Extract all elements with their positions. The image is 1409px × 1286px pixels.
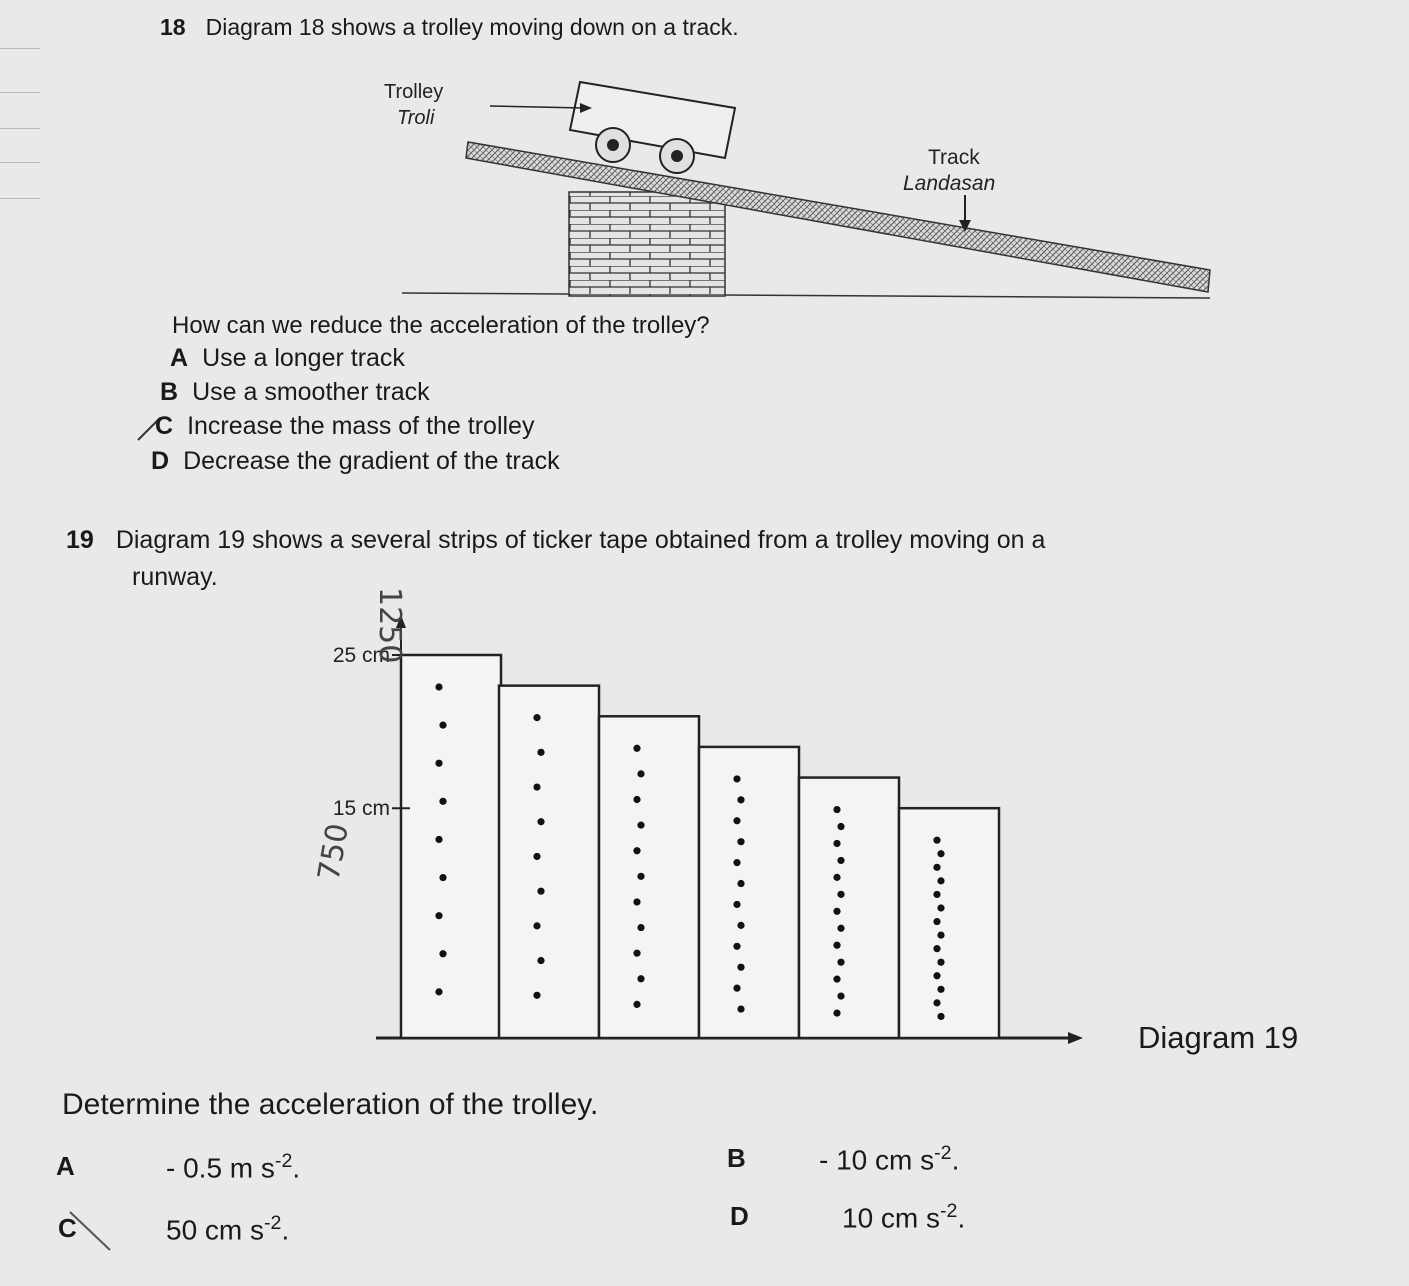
tape-dot [633, 847, 640, 854]
tape-dot [633, 745, 640, 752]
tape-dot [737, 964, 744, 971]
option-letter: D [730, 1201, 749, 1231]
label-troli: Troli [397, 107, 435, 129]
tape-dot [439, 950, 446, 957]
tape-dot [933, 864, 940, 871]
tape-dot [633, 1001, 640, 1008]
label-track: Track [928, 146, 980, 169]
tape-dot [633, 898, 640, 905]
tape-dot [435, 760, 442, 767]
ground-line [402, 293, 1210, 298]
axle-icon [607, 139, 619, 151]
tape-dot [833, 840, 840, 847]
option-text: Use a longer track [202, 344, 405, 372]
tape-dot [737, 1005, 744, 1012]
tape-dot [937, 986, 944, 993]
tape-dot [637, 873, 644, 880]
q19-question: Determine the acceleration of the trolley. [62, 1088, 599, 1121]
tape-dot [833, 806, 840, 813]
q19-option-d[interactable] [730, 1200, 966, 1234]
tape-dot [833, 874, 840, 881]
q18-option-d[interactable] [151, 447, 560, 476]
option-letter: B [727, 1143, 746, 1173]
q19-option-a[interactable] [56, 1150, 301, 1184]
tape-dot [737, 880, 744, 887]
q18-option-a[interactable] [170, 344, 405, 373]
q19-number: 19 [66, 526, 94, 554]
tape-dot [937, 877, 944, 884]
tape-dot [633, 950, 640, 957]
tape-dot [439, 798, 446, 805]
option-value: 10 cm $s^{-2}$. [842, 1200, 966, 1234]
tape-dot [637, 822, 644, 829]
tape-dot [439, 722, 446, 729]
option-letter: C [58, 1213, 77, 1243]
tape-dot [837, 959, 844, 966]
q19-option-b[interactable] [727, 1142, 960, 1176]
tape-dot [733, 859, 740, 866]
brick-support [569, 192, 725, 296]
option-letter: A [170, 344, 189, 372]
tape-dot [833, 908, 840, 915]
tape-dot [937, 1013, 944, 1020]
tape-dot [537, 957, 544, 964]
tape-dot [435, 988, 442, 995]
q18-number: 18 [160, 14, 186, 40]
ticker-tape-chart [333, 615, 1083, 1044]
q18-question: How can we reduce the acceleration of the trolley? [172, 312, 710, 339]
label-trolley: Trolley [384, 81, 444, 103]
tape-strip [599, 716, 699, 1038]
tape-dot [833, 942, 840, 949]
tape-strip [799, 778, 899, 1038]
tape-dot [435, 683, 442, 690]
option-value: - 0.5 m $s^{-2}$. [166, 1150, 301, 1184]
option-text: Increase the mass of the trolley [187, 412, 535, 440]
tape-dot [733, 985, 740, 992]
handwritten-note-side: 750 [311, 820, 356, 884]
tape-dot [435, 836, 442, 843]
tape-dot [833, 1009, 840, 1016]
option-letter: B [160, 378, 179, 406]
tape-dot [933, 972, 940, 979]
tape-dot [937, 904, 944, 911]
tape-dot [733, 943, 740, 950]
tape-dot [933, 837, 940, 844]
q19-title [66, 526, 1045, 555]
tape-dot [837, 823, 844, 830]
q18-title-text: Diagram 18 shows a trolley moving down on a track. [205, 14, 739, 40]
tape-dot [533, 922, 540, 929]
y-tick-label: 25 cm [332, 644, 390, 667]
tape-dot [637, 770, 644, 777]
tape-dot [733, 775, 740, 782]
tape-dot [933, 999, 940, 1006]
tape-strip [401, 655, 501, 1038]
option-letter: D [151, 447, 170, 475]
option-value: 50 cm $s^{-2}$. [166, 1212, 290, 1246]
tape-dot [733, 901, 740, 908]
handwritten-note-top: 1250 [372, 587, 407, 664]
tape-dot [537, 888, 544, 895]
y-tick-label: 15 cm [332, 797, 390, 821]
tape-dot [737, 796, 744, 803]
q19-option-c[interactable] [58, 1212, 290, 1246]
tape-dot [537, 749, 544, 756]
x-axis-arrow-icon [1068, 1032, 1083, 1044]
q19-title-text: Diagram 19 shows a several strips of ticker tape obtained from a trolley moving on a [115, 526, 1046, 554]
tape-dot [439, 874, 446, 881]
tape-dot [937, 959, 944, 966]
tape-dot [933, 891, 940, 898]
option-letter: A [56, 1151, 75, 1181]
tape-dot [737, 838, 744, 845]
tape-dot [833, 976, 840, 983]
tape-dot [537, 818, 544, 825]
tape-dot [737, 922, 744, 929]
diagram-19-label: Diagram 19 [1138, 1020, 1299, 1055]
tape-dot [533, 714, 540, 721]
trolley-pointer [490, 106, 584, 108]
tape-dot [633, 796, 640, 803]
tape-dot [637, 975, 644, 982]
tape-dot [533, 783, 540, 790]
tape-dot [933, 945, 940, 952]
option-text: Decrease the gradient of the track [183, 447, 560, 475]
option-letter: C [155, 412, 174, 440]
tape-dot [637, 924, 644, 931]
q18-option-c[interactable] [155, 412, 534, 441]
tape-strip [699, 747, 799, 1038]
tape-strip [899, 808, 999, 1038]
tape-dot [837, 925, 844, 932]
tape-dot [937, 932, 944, 939]
tape-dot [733, 817, 740, 824]
tape-dot [937, 850, 944, 857]
tape-strip [499, 686, 599, 1038]
tape-dot [533, 853, 540, 860]
q19-title-line2: runway. [132, 563, 218, 591]
option-text: Use a smoother track [192, 378, 430, 406]
tape-dot [933, 918, 940, 925]
axle-icon [671, 150, 683, 162]
tape-dot [533, 992, 540, 999]
trolley-body [570, 82, 735, 158]
q18-option-b[interactable] [160, 378, 430, 407]
tape-dot [837, 891, 844, 898]
label-landasan: Landasan [903, 172, 996, 195]
option-value: - 10 cm $s^{-2}$. [819, 1142, 960, 1176]
tape-dot [837, 992, 844, 999]
tape-dot [837, 857, 844, 864]
tape-dot [435, 912, 442, 919]
